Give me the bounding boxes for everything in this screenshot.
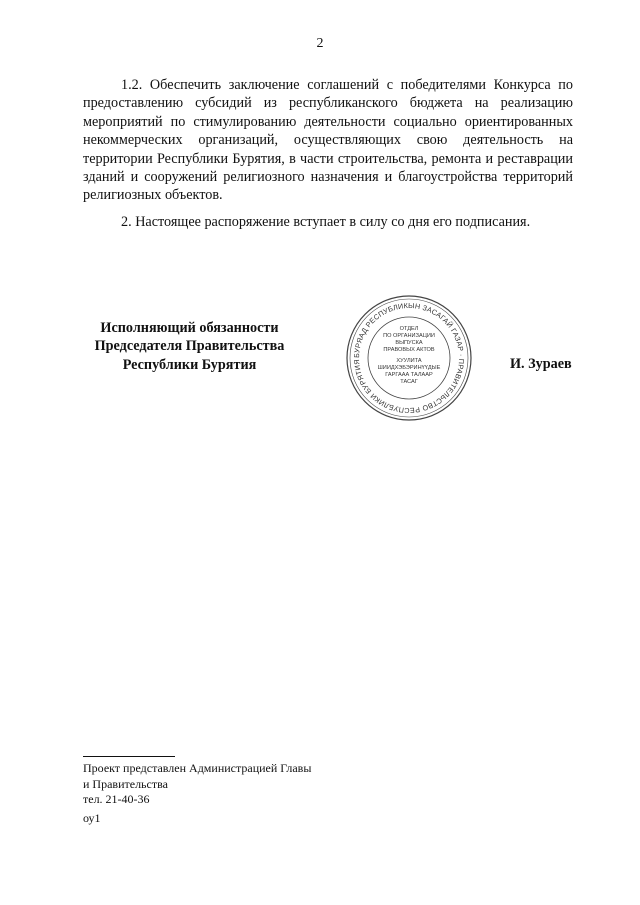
paragraph-2: 2. Настоящее распоряжение вступает в силу со дня его подписания. (121, 214, 531, 230)
seal-inner-text: ПО ОРГАНИЗАЦИИ (383, 333, 435, 339)
official-seal (345, 294, 473, 422)
seal-inner-text: ШИИДХЭБЭРИНҮҮДЫЕ (377, 365, 441, 371)
signatory-name: И. Зураев (510, 356, 572, 372)
paragraph-1-2: 1.2. Обеспечить заключение соглашений с победителями Конкурса по предоставлению субсидий из республиканского бюджета на реализацию мероприятий по стимулированию деятельности социально ориентированных некоммерческих организаций, осуществляющих свою деятельность на территории Республики Бурятия, в части строительства, ремонта и реставрации зданий и сооружений религиозного назначения и благоустройства территорий религиозных объектов. (83, 77, 573, 204)
seal-inner-text: ГАРГААА ТАЛААР (385, 372, 433, 378)
footnote-line: Проект представлен Администрацией Главы (83, 761, 312, 775)
seal-inner-text: ОТДЕЛ (399, 326, 419, 332)
document-code: оу1 (83, 811, 101, 825)
signatory-position-line: Исполняющий обязанности (100, 320, 279, 336)
seal-inner-text: ТАСАГ (400, 379, 418, 385)
signatory-position-line: Республики Бурятия (122, 356, 257, 373)
seal-inner-text: ПРАВОВЫХ АКТОВ (383, 347, 435, 353)
signatory-position-line: Председателя Правительства (94, 338, 285, 355)
seal-outer-text: БУРЯАД РЕСПУБЛИКЫН ЗАСАГАЙ ГАЗАР · ПРАВИТЕЛЬСТВО РЕСПУБЛИКИ БУРЯТИЯ (351, 300, 467, 416)
footnote (83, 761, 383, 808)
signatory-position (83, 319, 296, 374)
seal-inner-text: ХУУЛИТА (396, 358, 422, 364)
footnote-divider (83, 756, 175, 757)
footnote-line: тел. 21-40-36 (83, 792, 150, 806)
footnote-line: и Правительства (83, 776, 168, 791)
page-number: 2 (316, 36, 324, 51)
seal-inner-text: ВЫПУСКА (395, 340, 423, 346)
